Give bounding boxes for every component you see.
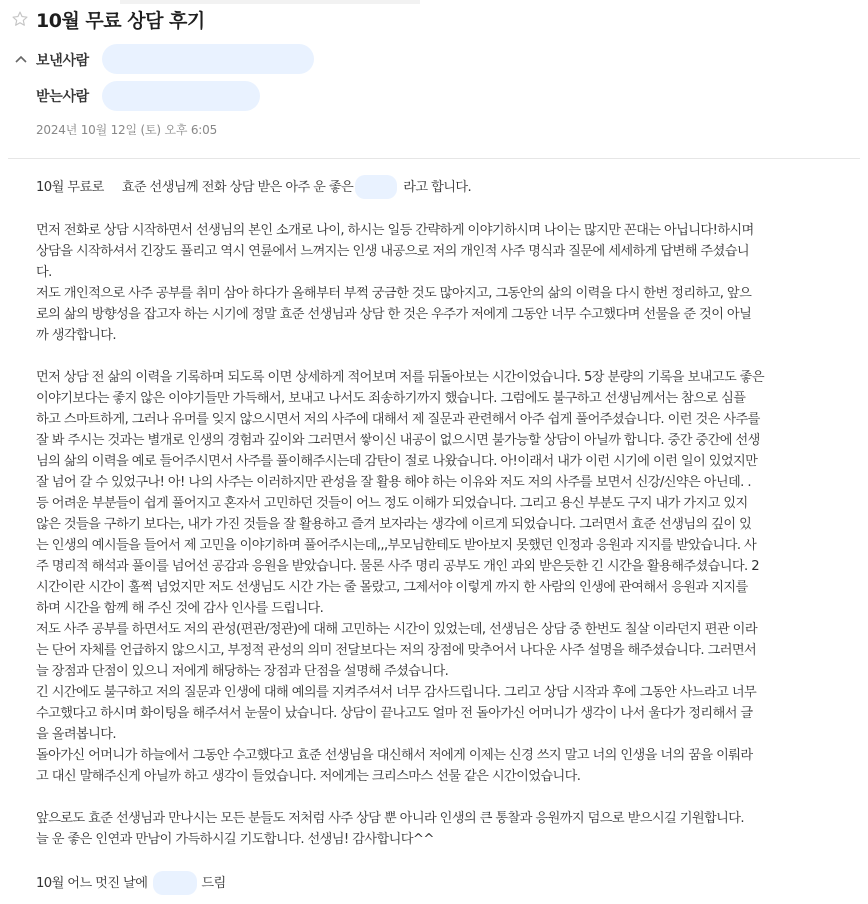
chevron-up-icon[interactable] <box>14 52 28 66</box>
body-line: 상담을 시작하셔서 긴장도 풀리고 역시 연륜에서 느껴지는 인생 내공으로 저의 개인적 사주 명식과 질문에 세세하게 답변해 주셨습니 <box>36 244 749 259</box>
redacted-name <box>355 175 397 199</box>
body-line: 등 어려운 부분들이 쉽게 풀어지고 혼자서 고민하던 것들이 어느 정도 이해가 되었습니다. 그리고 용신 부분도 구지 내가 가지고 있지 <box>36 496 748 511</box>
body-line: 긴 시간에도 불구하고 저의 질문과 인생에 대해 예의를 지켜주셔서 너무 감사드립니다. 그리고 상담 시작과 후에 그동안 사느라고 너무 <box>36 685 757 700</box>
header-divider <box>8 158 860 159</box>
body-line: 고 대신 말해주신게 아닐까 하고 생각이 들었습니다. 저에게는 크리스마스 선물 같은 시간이었습니다. <box>36 769 581 784</box>
body-line: 먼저 상담 전 삶의 이력을 기록하며 되도록 이면 상세하게 적어보며 저를 뒤돌아보는 시간이었습니다. 5장 분량의 기록을 보내고도 좋은 <box>36 370 764 385</box>
receiver-label: 받는사람 <box>36 89 89 105</box>
intro-text-end: 라고 합니다. <box>403 180 472 195</box>
body-line: 하고 스마트하게, 그러나 유머를 잊지 않으시면서 저의 사주에 대해서 제 질문과 관련해서 아주 쉽게 풀어주셨습니다. 이런 것은 사주를 <box>36 412 760 427</box>
paragraph-gap <box>36 199 854 220</box>
body-line: 수고했다고 하시며 화이팅을 해주셔서 눈물이 났습니다. 상담이 끝나고도 얼마 전 돌아가신 어머니가 생각이 나서 울다가 정리해서 글 <box>36 706 753 721</box>
signature-line <box>36 871 854 895</box>
body-line: 하며 시간을 함께 해 주신 것에 감사 인사를 드립니다. <box>36 601 324 616</box>
body-paragraphs <box>36 220 854 871</box>
receiver-address-redacted[interactable] <box>102 81 260 111</box>
mail-date: 2024년 10월 12일 (토) 오후 6:05 <box>36 123 218 137</box>
body-line: 을 올려봅니다. <box>36 727 117 742</box>
body-line: 는 단어 자체를 언급하지 않으시고, 부정적 관성의 의미 전달보다는 저의 장점에 맞추어서 나다운 사주 설명을 해주셨습니다. 그러면서 <box>36 643 757 658</box>
body-line: 시간이란 시간이 훌쩍 넘었지만 저도 선생님도 시간 가는 줄 몰랐고, 그제서야 이렇게 까지 한 사람의 인생에 관여해서 응원과 지지를 <box>36 580 748 595</box>
body-line: 까 생각합니다. <box>36 328 117 343</box>
signature-suffix: 드림 <box>201 876 226 891</box>
body-line: 늘 운 좋은 인연과 만남이 가득하시길 기도합니다. 선생님! 감사합니다^^ <box>36 832 434 847</box>
body-line: 저도 사주 공부를 하면서도 저의 관성(편관/정관)에 대해 고민하는 시간이 있었는데, 선생님은 상담 중 한번도 칠살 이라던지 편관 이라 <box>36 622 757 637</box>
mail-subject: 10월 무료 상담 후기 <box>36 10 205 32</box>
redacted-signature-name <box>153 871 197 895</box>
intro-text: 10월 무료로 효준 선생님께 전화 상담 받은 아주 운 좋은 <box>36 180 354 195</box>
body-line: 주 명리적 해석과 풀이를 넘어선 공감과 응원을 받았습니다. 물론 사주 명리 공부도 개인 과외 받은듯한 긴 시간을 활용해주셨습니다. 2 <box>36 559 759 574</box>
body-line: 저도 개인적으로 사주 공부를 취미 삼아 하다가 올해부터 부쩍 궁금한 것도 많아지고, 그동안의 삶의 이력을 다시 한번 정리하고, 앞으 <box>36 286 752 301</box>
mail-header <box>0 0 868 160</box>
body-line <box>36 850 854 871</box>
body-line <box>36 346 854 367</box>
body-line: 다. <box>36 265 52 280</box>
body-line: 않은 것들을 구하기 보다는, 내가 가진 것들을 잘 활용하고 즐겨 보자라는 생각에 이르게 되었습니다. 그러면서 효준 선생님의 깊이 있 <box>36 517 752 532</box>
sender-address-redacted[interactable] <box>102 44 314 74</box>
body-line: 늘 장점과 단점이 있으니 저에게 해당하는 장점과 단점을 설명해 주셨습니다. <box>36 664 449 679</box>
body-line: 는 인생의 예시들을 들어서 제 고민을 이야기하며 풀어주시는데,,,부모님한테도 받아보지 못했던 인정과 응원과 지지를 받았습니다. 사 <box>36 538 757 553</box>
star-outline-icon[interactable] <box>10 9 30 29</box>
body-line: 님의 삶의 이력을 예로 들어주시면서 사주를 풀이해주시는데 감탄이 절로 나왔습니다. 아!이래서 내가 이런 시기에 이런 일이 있었지만 <box>36 454 758 469</box>
sender-label: 보낸사람 <box>36 53 89 69</box>
body-line: 돌아가신 어머니가 하늘에서 그동안 수고했다고 효준 선생님을 대신해서 저에게 이제는 신경 쓰지 말고 너의 인생을 너의 꿈을 이뤄라 <box>36 748 753 763</box>
body-line: 먼저 전화로 상담 시작하면서 선생님의 본인 소개로 나이, 하시는 일등 간략하게 이야기하시며 나이는 많지만 꼰대는 아닙니다!하시며 <box>36 223 754 238</box>
intro-line <box>36 175 854 199</box>
body-line <box>36 787 854 808</box>
body-line: 잘 넘어 갈 수 있었구나! 아! 나의 사주는 이러하지만 관성을 잘 활용 해야 하는 이유와 저도 저의 사주를 보면서 신강/신약은 아닌데. . <box>36 475 751 490</box>
mail-body <box>36 175 854 895</box>
body-line: 로의 삶의 방향성을 잡고자 하는 시기에 정말 효준 선생님과 상담 한 것은 우주가 저에게 그동안 너무 수고했다며 선물을 준 것이 아닐 <box>36 307 752 322</box>
signature-text: 10월 어느 멋진 날에 <box>36 876 148 891</box>
body-line: 앞으로도 효준 선생님과 만나시는 모든 분들도 저처럼 사주 상담 뿐 아니라 인생의 큰 통찰과 응원까지 덤으로 받으시길 기원합니다. <box>36 811 745 826</box>
body-line: 이야기보다는 좋지 않은 이야기들만 가득해서, 보내고 나서도 죄송하기까지 했습니다. 그럼에도 불구하고 선생님께서는 참으로 심플 <box>36 391 746 406</box>
body-line: 잘 봐 주시는 것과는 별개로 인생의 경험과 깊이와 그러면서 쌓이신 내공이 없으시면 불가능할 상담이 아닐까 합니다. 중간 중간에 선생 <box>36 433 760 448</box>
